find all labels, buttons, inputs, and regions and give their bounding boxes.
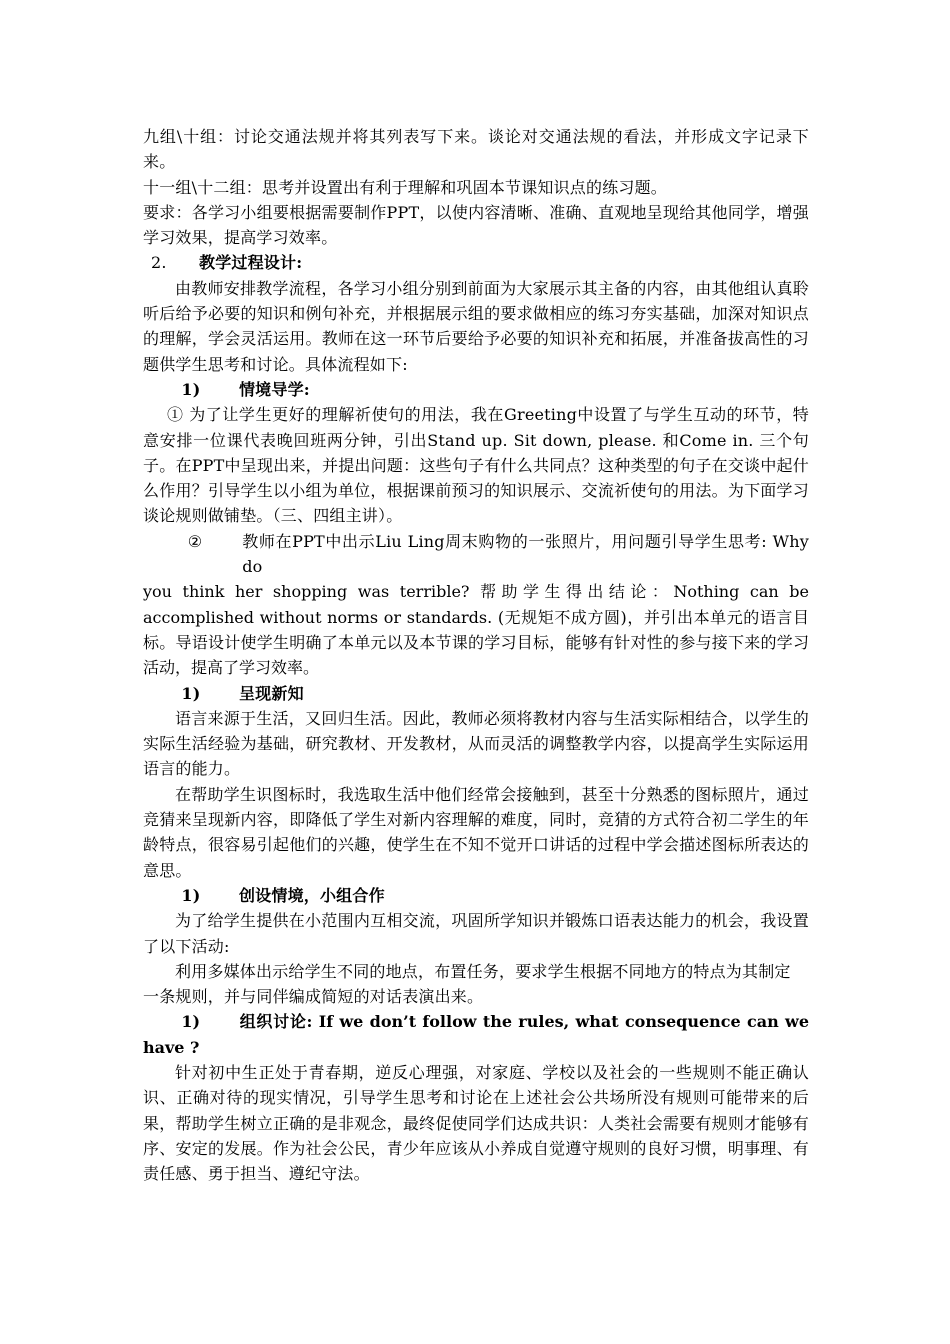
- subheading-title: 呈现新知: [238, 683, 304, 703]
- subheading-title: 情境导学:: [238, 379, 310, 399]
- paragraph-language-source: 语言来源于生活，又回归生活。因此，教师必须将教材内容与生活实际相结合，以学生的实际生活经验为基础，研究教材、开发教材，从而灵活的调整教学内容，以提高学生实际运用语言的能力。: [143, 708, 809, 779]
- paragraph-activity-task: 利用多媒体出示给学生不同的地点，布置任务，要求学生根据不同地方的特点为其制定: [175, 961, 791, 981]
- subheading-situation-lead: [143, 377, 809, 402]
- paragraph-activity-intro: 为了给学生提供在小范围内互相交流，巩固所学知识并锻炼口语表达能力的机会，我设置了以下活动:: [143, 911, 809, 956]
- subheading-number: 1): [181, 1012, 201, 1032]
- paragraph-activity-task-continued: 一条规则，并与同伴编成简短的对话表演出来。: [143, 987, 484, 1007]
- paragraph-groups-11-12: 十一组\十二组：思考并设置出有利于理解和巩固本节课知识点的练习题。: [143, 177, 667, 197]
- circle-number-2: ②: [187, 531, 203, 551]
- subheading-number: 1): [181, 885, 201, 905]
- subheading-create-situation: [143, 883, 809, 908]
- paragraph-groups-9-10: 九组\十组：讨论交通法规并将其列表写下来。谈论对交通法规的看法，并形成文字记录下来。: [143, 127, 809, 172]
- section-number: 2.: [151, 253, 167, 273]
- paragraph-icon-guessing: 在帮助学生识图标时，我选取生活中他们经常会接触到，甚至十分熟悉的图标照片，通过竞猜来呈现新内容，即降低了学生对新内容理解的难度，同时，竞猜的方式符合初二学生的年龄特点，很容易引起他们的兴趣，使学生在不知不觉开口讲话的过程中学会描述图标所表达的意思。: [143, 784, 809, 880]
- paragraph-discussion-body: 针对初中生正处于青春期，逆反心理强，对家庭、学校以及社会的一些规则不能正确认识、正确对待的现实情况，引导学生思考和讨论在上述社会公共场所没有规则可能带来的后果，帮助学生树立正确的是非观念，最终促使同学们达成共识：人类社会需要有规则才能够有序、安定的发展。作为社会公民，青少年应该从小养成自觉遵守规则的良好习惯，明事理、有责任感、勇于担当、遵纪守法。: [143, 1062, 809, 1184]
- subheading-number: 1): [181, 379, 201, 399]
- subheading-title: 创设情境，小组合作: [238, 885, 385, 905]
- circle-number-1: ①: [167, 405, 184, 425]
- paragraph-circle-1: [143, 402, 809, 528]
- paragraph-requirements: 要求：各学习小组要根据需要制作PPT，以使内容清晰、准确、直观地呈现给其他同学，增强学习效果，提高学习效率。: [143, 202, 809, 248]
- paragraph-circle-2-first-line: [143, 529, 809, 580]
- subheading-number: 1): [181, 683, 201, 703]
- section-title: 教学过程设计:: [199, 253, 303, 273]
- document-page: [143, 124, 809, 1186]
- subheading-present-new: [143, 681, 809, 706]
- paragraph-process-intro: 由教师安排教学流程，各学习小组分别到前面为大家展示其主备的内容，由其他组认真聆听后给予必要的知识和例句补充，并根据展示组的要求做相应的练习夯实基础，加深对知识点的理解，学会灵活运用。教师在这一环节后要给予必要的知识补充和拓展，并准备拔高性的习题供学生思考和讨论。具体流程如下:: [143, 278, 809, 374]
- paragraph-circle-2-continued: you think her shopping was terrible? 帮助学生得出结论：Nothing can be accomplished without norms or standards. (无规矩不成方圆)，并引出本单元的语言目标。导语设计使学生明确了本单元以及本节课的学习目标，能够有针对性的参与接下来的学习活动，提高了学习效率。: [143, 582, 809, 678]
- circle-text-1: 为了让学生更好的理解祈使句的用法，我在Greeting中设置了与学生互动的环节，特意安排一位课代表晚回班两分钟，引出Stand up. Sit down, please. 和Come in. 三个句子。在PPT中呈现出来，并提出问题：这些句子有什么共同点？这种类型的句子在交谈中起什么作用？引导学生以小组为单位，根据课前预习的知识展示、交流祈使句的用法。为下面学习谈论规则做铺垫。（三、四组主讲）。: [143, 405, 809, 526]
- section-heading-teaching-process: [143, 250, 809, 275]
- subheading-discussion: [143, 1009, 809, 1060]
- subheading-title: 组织讨论: If we don’t follow the rules, what consequence can we have ?: [143, 1012, 809, 1057]
- circle-text-2a: 教师在PPT中出示Liu Ling周末购物的一张照片，用问题引导学生思考: Why do: [242, 531, 809, 577]
